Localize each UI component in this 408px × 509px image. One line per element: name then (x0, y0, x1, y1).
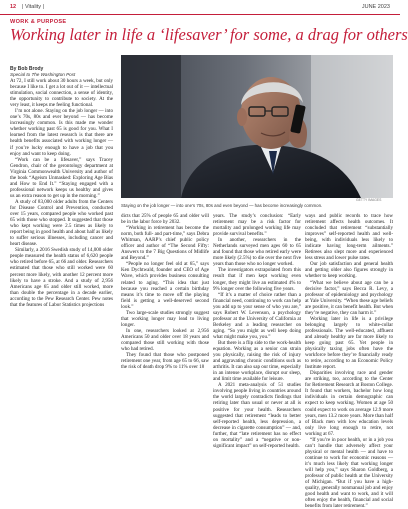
paragraph: A 2021 meta-analysis of 51 studies involving people living in countries around the world largely contradicts findings that retiring later than usual or never at all is positive for your health. Researchers suggested that retirement “leads to better self-reported health, less depression, a decrease in cigarette consumption” — and, further, that “late retirement has no effect on mortality” and a “negative or non-significant impact” on self-reported health. (213, 382, 301, 449)
issue-date: JUNE 2023 (361, 4, 390, 10)
author-name: By Bob Brody (10, 66, 44, 72)
paragraph: “People no longer feel old at 65,” says Ken Dychtwald, founder and CEO of Age Wave, which provides business consulting related to aging. “This idea that just because you reached a certain birthday means it’s time to move off the playing field is getting a well-deserved second look.” (121, 261, 209, 310)
paragraph: They found that those who postponed retirement one year, from age 65 to 66, saw the risk of death drop 9% to 11% over 18 (121, 352, 209, 371)
paragraph: In one, researchers looked at 2,956 Americans 50 and older over 18 years and compared those still working with those who had retired. (121, 327, 209, 353)
article-column-2 (121, 213, 209, 394)
paragraph: dicts that 25% of people 65 and older will be in the labor force by 2032. (121, 213, 209, 226)
paragraph: Disparities involving race and gender are striking, too, according to the Center for Retirement Research at Boston College. It found that workers, bachelor how long individuals in certain demographic can expect to keep working. Women at age 50 could expect to work on average 12.9 more years, men 13.2 more years. More than half of Black men with low education levels only live long enough to retire, not working at 67. (305, 370, 394, 437)
article-kicker: WORK & PURPOSE (10, 19, 67, 25)
byline-note: Special to The Washington Post (10, 72, 76, 77)
byline (10, 66, 75, 78)
caption-line: Staying on the job longer — into one’s 70s, 80s and even beyond — has become increasingly common. (121, 203, 323, 208)
elderly-man-phone-photo (121, 55, 393, 198)
paragraph: years. The study’s conclusion: “Early retirement may be a risk factor for mortality and prolonged working life may provide survival benefits.” (213, 213, 301, 238)
page-number: 12 (10, 4, 17, 10)
paragraph: “What we believe about age can be a decisive factor,” says Becca R. Levy, a professor of epidemiology and psychology at Yale University. “When these age beliefs are positive, it can benefit health. But when they’re negative, they can harm it.” (305, 279, 393, 316)
paragraph: At 72, I still work about 30 hours a week, but only because I like to. I get a lot out of it — intellectual stimulation, social connection, a sense of identity, the opportunity to contribute to society. At the very least, it keeps me feeling functional. (10, 78, 113, 109)
article-column-1 (10, 78, 113, 394)
paragraph: The investigators extrapolated from this result that if men kept working even longer, they might live an estimated 4% to 9% longer over the following five years. (213, 267, 301, 292)
paragraph: “If it’s a matter of choice rather than a financial need, continuing to work can help you add up to your sense of who you are,” says Robert W. Levenson, a psychology professor at the University of California at Berkeley and a leading researcher on aging. “So you might as well keep doing what might make you, you.” (213, 291, 301, 340)
paragraph: ways and public records to trace how retirement affects health outcomes. It concluded that retirement “substantially improves” self-reported health and well-being, with individuals less likely to indicate having long-term ailments.” Retirees also slept more and experienced less stress and lower pulse rates. (305, 213, 393, 262)
paragraph: A study of 83,000 older adults from the Centers for Disease Control and Prevention, conducted over 15 years, compared people who worked past 65 with those who stopped. It suggested that those who kept working were 2.5 times as likely to report being in good health and about half as likely to suffer serious illnesses, including cancer and heart disease. (10, 198, 114, 248)
paragraph: Working later in life is a privilege belonging largely to white-collar professionals. The well-educated, affluent and already healthy are far more likely to keep going past 65. Yet people in physically taxing jobs often have the workforce before they’re financially ready to retire, according to an Economic Policy Institute report. (305, 315, 393, 371)
section-name: | Vitality | (22, 4, 45, 10)
paragraph: Similarly, a 2016 Swedish study of 14,000 older people measured the health status of 6,620 people who retired before 65, at 66 and older. Researchers estimated that those who still worked were 60 percent more likely, with another 12 percent more likely to have a stroke. And a study of 2,956 Americans age 65 and older still worked, more than double the percentage in a decade earlier, according to the Pew Research Center. Pew notes that the features of Labor Statistics projections (10, 247, 113, 308)
article-headline: Working later in life a ‘lifesaver’ for some, a drag for others (10, 25, 408, 44)
paragraph: Our job satisfaction and general health and getting older also figures strongly in whether to keep working. (305, 261, 393, 280)
paragraph: “If you’re in poor health, or in a job you can’t handle that adversely affect your physical or mental health — and have to continue to work for economic reasons — it’s much less likely that working longer will help you,” says Sharon Goldberg, a professor of public health at the University of Michigan. “But if you have a high-quality, generally nonmanual job and enjoy good health and want to work, and it will often enjoy the health, financial and social benefits from later retirement.” (305, 436, 393, 509)
article-column-4 (305, 213, 394, 509)
photo-credit: GETTY IMAGES (356, 198, 382, 202)
page-header (0, 0, 400, 15)
paragraph: I’m not alone. Staying on the job longer — into one’s 70s, 80s and ever beyond — has become increasingly common. Is this made me wonder whether working past 65 is good for you. What I learned from the latest research is that there are health benefits associated with working longer — if you’re lucky enough to have a job that you enjoy and want to keep doing. (10, 108, 113, 157)
paragraph: Two large-scale studies strongly suggest that working longer may lead to living longer. (121, 309, 209, 328)
photo-caption (121, 203, 393, 208)
paragraph: “Work can be a lifesaver,” says Tracey Gendron, chair of the gerontology department at Virginia Commonwealth University and author of the book “Ageism Unmasked: Exploring Age Bias and How to End It.” “Staying engaged with a professional network keeps us healthy and gives us an extra reason to get up in the morning.” (10, 156, 113, 199)
article-column-3 (213, 213, 301, 449)
paragraph: But there is a flip side to the work-health equation. Working as a senior can strain you physically, raising the risk of injury and aggravating chronic conditions such as arthritis. It can also sap our time, especially in an intense workplace, disrupt our sleep, and limit time available for leisure. (213, 339, 301, 383)
paragraph: In another, researchers in the Netherlands surveyed men ages 60 to 65 and found that those who retired early were more likely (2.5%) to die over the next five years than those who no longer worked. (213, 237, 301, 268)
article-photo (121, 55, 393, 198)
paragraph: “Working in retirement has become the norm, both full- and part-time,” says Debra Whitman, AARP’s chief public policy officer and author of “The Second Fifty: Answers to the 7 Big Questions of Midlife and Beyond.” (121, 225, 209, 262)
